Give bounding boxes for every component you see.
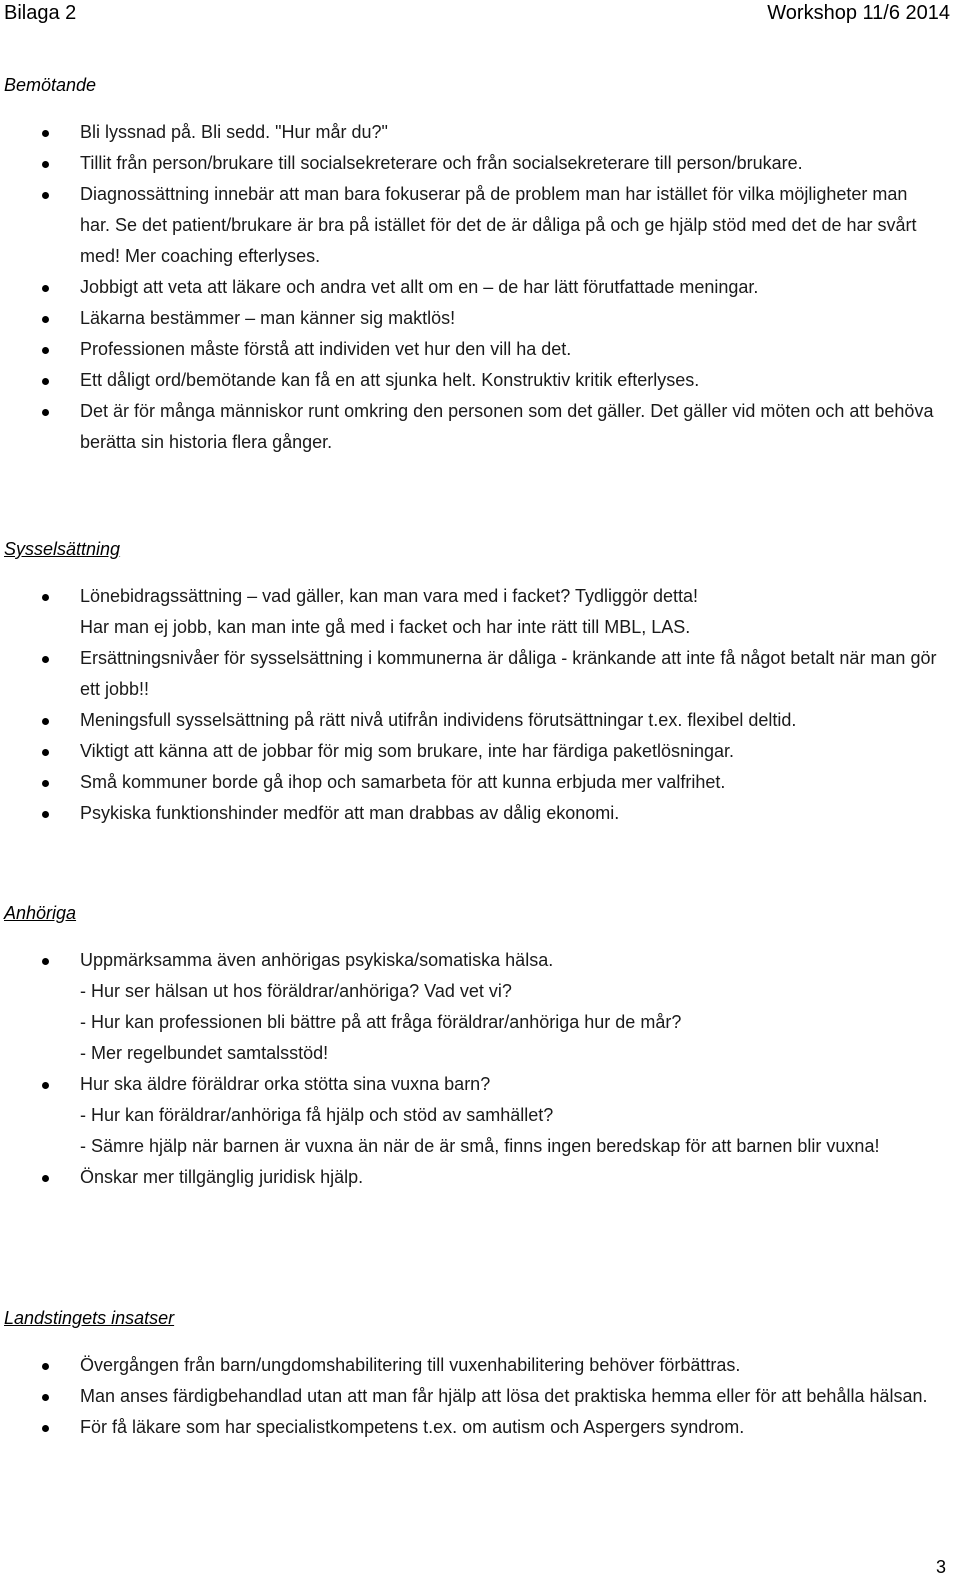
list-item: Hur ska äldre föräldrar orka stötta sina vuxna barn? - Hur kan föräldrar/anhöriga få hjälp och stöd av samhället? - Sämre hjälp när barnen är vuxna än när de är små, finns ingen beredskap för att barnen blir vuxna! xyxy=(0,1069,960,1162)
bullet-icon xyxy=(42,347,49,354)
list-item: Det är för många människor runt omkring den personen som det gäller. Det gäller vid möten och att behöva berätta sin historia flera gånger. xyxy=(0,396,960,458)
bullet-list xyxy=(0,945,960,1193)
list-item: Psykiska funktionshinder medför att man drabbas av dålig ekonomi. xyxy=(0,798,960,829)
bullet-icon xyxy=(42,285,49,292)
bullet-icon xyxy=(42,780,49,787)
section-bemotande xyxy=(0,117,960,458)
header-left-text: Bilaga 2 xyxy=(4,2,77,24)
bullet-icon xyxy=(42,1175,49,1182)
bullet-list xyxy=(0,581,960,829)
bullet-icon xyxy=(42,161,49,168)
list-item: Bli lyssnad på. Bli sedd. "Hur mår du?" xyxy=(0,117,960,148)
bullet-icon xyxy=(42,811,49,818)
bullet-icon xyxy=(42,718,49,725)
page-header xyxy=(0,0,960,30)
bullet-icon xyxy=(42,1082,49,1089)
bullet-icon xyxy=(42,1363,49,1370)
list-item: Tillit från person/brukare till socialsekreterare och från socialsekreterare till person/brukare. xyxy=(0,148,960,179)
bullet-icon xyxy=(42,316,49,323)
bullet-icon xyxy=(42,1425,49,1432)
bullet-icon xyxy=(42,378,49,385)
list-item: Viktigt att känna att de jobbar för mig som brukare, inte har färdiga paketlösningar. xyxy=(0,736,960,767)
list-item: Uppmärksamma även anhörigas psykiska/somatiska hälsa. - Hur ser hälsan ut hos föräldrar/anhöriga? Vad vet vi? - Hur kan professionen bli bättre på att fråga föräldrar/anhöriga hur de mår? - Mer regelbundet samtalsstöd! xyxy=(0,945,960,1069)
list-item: Jobbigt att veta att läkare och andra vet allt om en – de har lätt förutfattade meningar. xyxy=(0,272,960,303)
bullet-icon xyxy=(42,656,49,663)
list-item: Övergången från barn/ungdomshabilitering till vuxenhabilitering behöver förbättras. xyxy=(0,1350,960,1381)
list-item: Önskar mer tillgänglig juridisk hjälp. xyxy=(0,1162,960,1193)
list-item: Man anses färdigbehandlad utan att man får hjälp att lösa det praktiska hemma eller för att behålla hälsan. xyxy=(0,1381,960,1412)
bullet-list xyxy=(0,1350,960,1443)
section-anhoriga xyxy=(0,945,960,1193)
bullet-icon xyxy=(42,749,49,756)
bullet-icon xyxy=(42,958,49,965)
bullet-icon xyxy=(42,130,49,137)
bullet-icon xyxy=(42,192,49,199)
bullet-icon xyxy=(42,1394,49,1401)
bullet-list xyxy=(0,117,960,458)
list-item: Meningsfull sysselsättning på rätt nivå utifrån individens förutsättningar t.ex. flexibel deltid. xyxy=(0,705,960,736)
list-item: Diagnossättning innebär att man bara fokuserar på de problem man har istället för vilka möjligheter man har. Se det patient/brukare är bra på istället för det de är dåliga på och ge hjälp stöd med det de har svårt med! Mer coaching efterlyses. xyxy=(0,179,960,272)
list-item: Ersättningsnivåer för sysselsättning i kommunerna är dåliga - kränkande att inte få något betalt när man gör ett jobb!! xyxy=(0,643,960,705)
bullet-icon xyxy=(42,594,49,601)
header-right-text: Workshop 11/6 2014 xyxy=(767,2,950,24)
list-item: Professionen måste förstå att individen vet hur den vill ha det. xyxy=(0,334,960,365)
list-item: För få läkare som har specialistkompetens t.ex. om autism och Aspergers syndrom. xyxy=(0,1412,960,1443)
list-item: Små kommuner borde gå ihop och samarbeta för att kunna erbjuda mer valfrihet. xyxy=(0,767,960,798)
section-title-landstingets-insatser: Landstingets insatser xyxy=(4,1308,175,1328)
section-landstingets-insatser xyxy=(0,1350,960,1443)
bullet-icon xyxy=(42,409,49,416)
section-title-bemotande: Bemötande xyxy=(4,75,97,95)
list-item: Ett dåligt ord/bemötande kan få en att sjunka helt. Konstruktiv kritik efterlyses. xyxy=(0,365,960,396)
section-title-sysselsattning: Sysselsättning xyxy=(4,539,121,559)
list-item: Lönebidragssättning – vad gäller, kan man vara med i facket? Tydliggör detta! Har man ej jobb, kan man inte gå med i facket och har inte rätt till MBL, LAS. xyxy=(0,581,960,643)
list-item: Läkarna bestämmer – man känner sig maktlös! xyxy=(0,303,960,334)
section-sysselsattning xyxy=(0,581,960,829)
section-title-anhoriga: Anhöriga xyxy=(4,903,77,923)
page-number: 3 xyxy=(935,1557,946,1577)
